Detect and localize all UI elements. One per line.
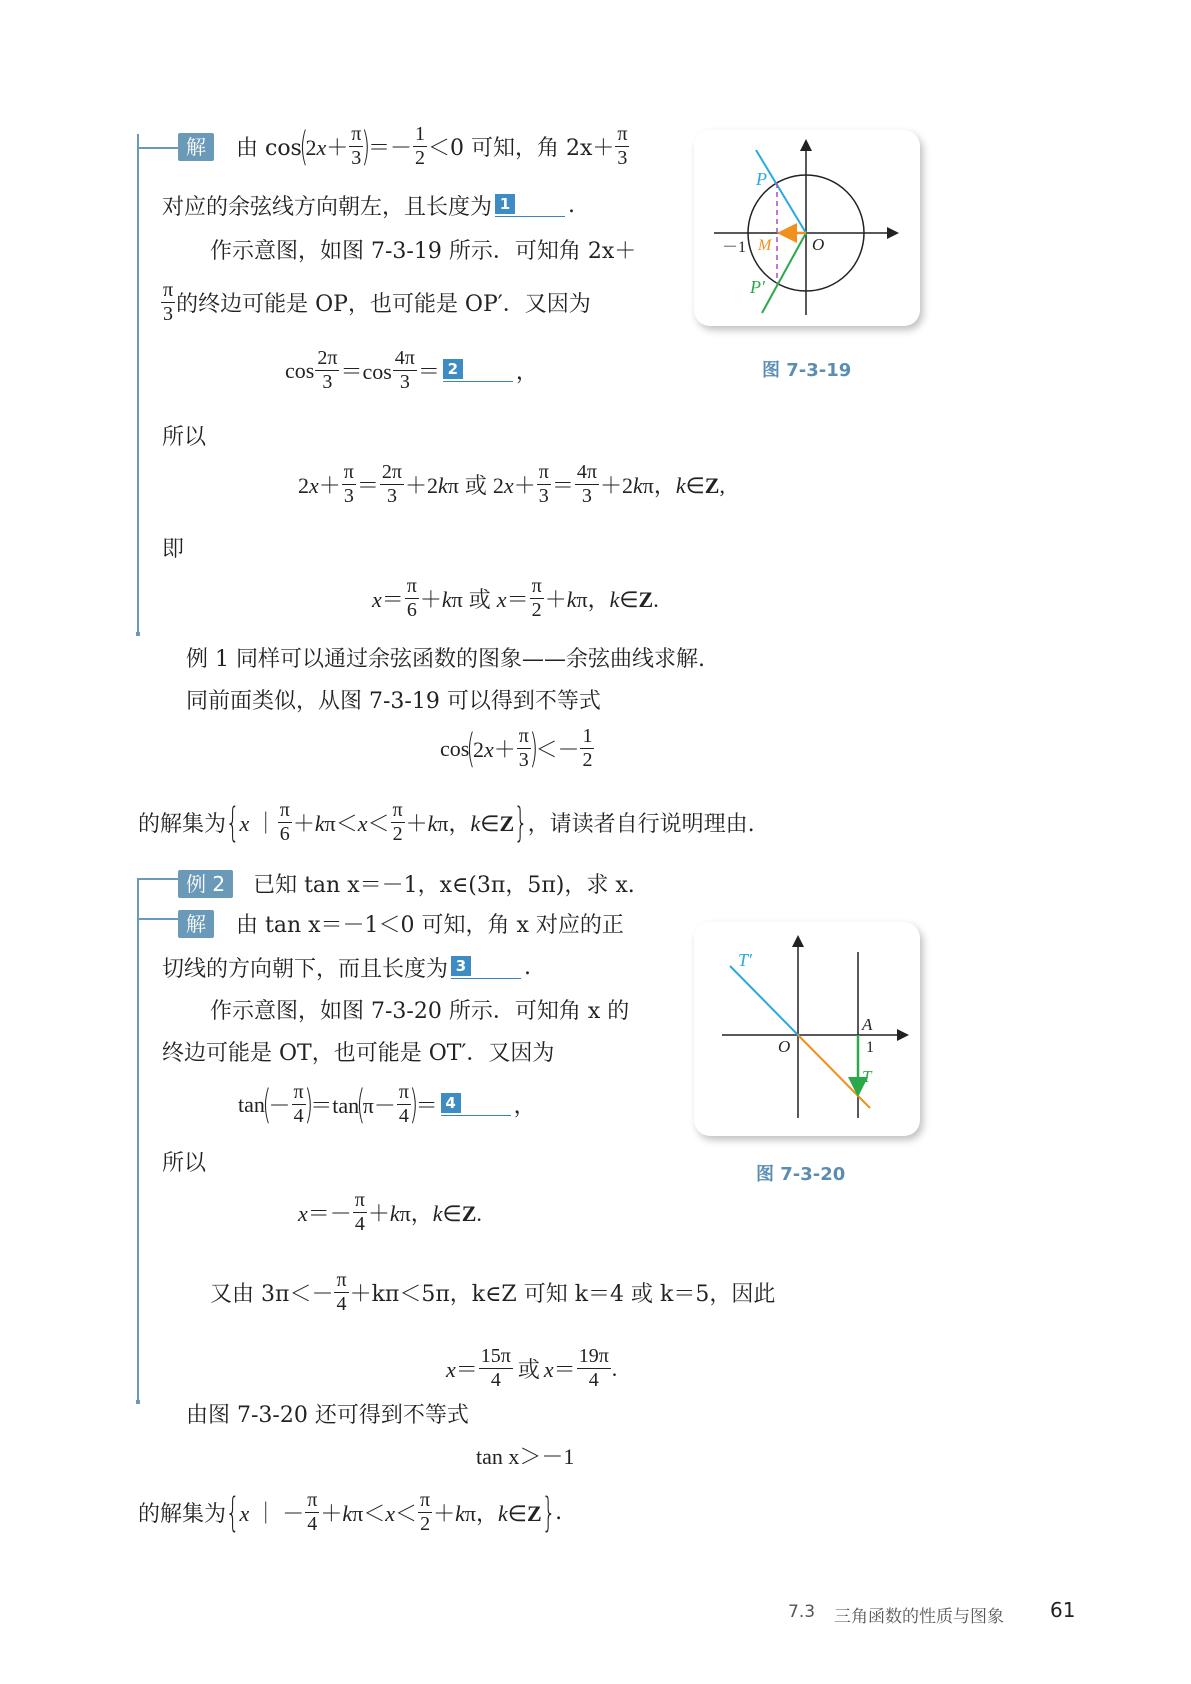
text: ＜0 可知，角 2x＋ bbox=[427, 136, 615, 161]
footer-section: 7.3 bbox=[788, 1602, 816, 1622]
fill-blank-1[interactable]: 1 bbox=[495, 194, 565, 217]
solution2-tick bbox=[137, 918, 179, 920]
figure-7-3-20 bbox=[694, 922, 920, 1136]
eq-tan: ＝tan bbox=[310, 1093, 360, 1118]
comma: ， bbox=[515, 359, 538, 384]
solution-tag: 解 bbox=[178, 910, 214, 938]
equals: ＝ bbox=[415, 1093, 438, 1118]
solution2-line3: 作示意图，如图 7-3-20 所示．可知角 x 的 bbox=[210, 999, 630, 1024]
text: 已知 tan x＝－1，x∈(3π，5π)，求 x. bbox=[253, 873, 635, 898]
lhs: x＝ bbox=[372, 587, 404, 612]
paren-open: ( bbox=[356, 1081, 366, 1128]
lt: ＜－ bbox=[535, 737, 580, 762]
para1-line1: 例 1 同样可以通过余弦函数的图象——余弦曲线求解. bbox=[186, 647, 705, 672]
example2-side-bar bbox=[137, 878, 139, 1400]
text-or: 或 bbox=[464, 473, 487, 498]
set: x ｜ － bbox=[239, 1501, 305, 1526]
equals: ＝ bbox=[417, 359, 440, 384]
suoyi-2: 所以 bbox=[162, 1151, 207, 1176]
suoyi-1: 所以 bbox=[162, 425, 207, 450]
set: x ｜ bbox=[239, 811, 277, 836]
tan: tan bbox=[238, 1091, 265, 1117]
text: ＝cos bbox=[340, 359, 392, 384]
inequality-cos bbox=[440, 726, 595, 771]
fraction-pi-2: $\frac{\pi}{2}$ bbox=[531, 575, 542, 621]
text: 切线的方向朝下，而且长度为 bbox=[162, 957, 449, 982]
text: 的终边可能是 OP，也可能是 OP′．又因为 bbox=[176, 292, 591, 317]
fraction-pi-3: $\frac{\pi}{3}$ bbox=[538, 461, 549, 507]
paren-open: ( bbox=[466, 725, 476, 772]
label-T-prime: T′ bbox=[738, 950, 752, 970]
text: 对应的余弦线方向朝左，且长度为 bbox=[162, 195, 493, 220]
paren-open: ( bbox=[299, 123, 308, 170]
fraction-pi-3: $\frac{\pi}{3}$ bbox=[343, 461, 354, 507]
para1-line3 bbox=[138, 800, 755, 845]
brace-close: } bbox=[541, 1489, 556, 1536]
lhs: 2x＋ bbox=[492, 473, 536, 498]
set: ＋kπ，k∈Z bbox=[433, 1501, 542, 1526]
fraction-2pi-3: $\frac{2\pi}{3}$ bbox=[381, 461, 403, 507]
label-M: M bbox=[758, 237, 772, 254]
solution1-line2 bbox=[162, 190, 575, 221]
term: ＋kπ，k∈Z. bbox=[544, 587, 659, 612]
fill-blank-2[interactable]: 2 bbox=[443, 359, 513, 382]
fraction-4pi-3: $\frac{4\pi}{3}$ bbox=[576, 461, 597, 507]
math-2x-plus: 2x＋ bbox=[305, 135, 349, 160]
label-T: T bbox=[862, 1067, 872, 1086]
solution2-line2 bbox=[162, 952, 531, 983]
period: . bbox=[611, 1355, 618, 1381]
fraction-pi-4: $\frac{\pi}{4}$ bbox=[307, 1489, 318, 1535]
text: ，请读者自行说明理由. bbox=[527, 812, 755, 837]
text: 的解集为 bbox=[138, 812, 227, 837]
text: ＋kπ＜5π，k∈Z 可知 k＝4 或 k＝5，因此 bbox=[349, 1282, 776, 1307]
paren-close: ) bbox=[304, 1081, 313, 1128]
term: ＋kπ，k∈Z. bbox=[367, 1201, 482, 1226]
lhs: x＝ bbox=[496, 587, 529, 612]
fraction-pi-3: $\frac{\pi}{3}$ bbox=[617, 123, 628, 169]
equation-tan bbox=[238, 1082, 536, 1127]
solution1-tick bbox=[137, 147, 179, 149]
text: 由 cos bbox=[236, 136, 302, 161]
text: ＝－ bbox=[367, 136, 412, 161]
label-one: 1 bbox=[866, 1039, 874, 1056]
label-P: P bbox=[756, 169, 767, 189]
para2-line1: 由图 7-3-20 还可得到不等式 bbox=[186, 1403, 469, 1428]
fraction-19pi-4: $\frac{19\pi}{4}$ bbox=[578, 1345, 609, 1391]
solution1-side-bar bbox=[137, 134, 139, 632]
set: ＋kπ，k∈Z bbox=[405, 811, 515, 836]
equation-cos bbox=[285, 348, 538, 393]
fraction-2pi-3: $\frac{2\pi}{3}$ bbox=[317, 347, 338, 393]
equation-x-tan bbox=[298, 1190, 482, 1235]
paren-close: ) bbox=[409, 1081, 419, 1128]
paren-open: ( bbox=[262, 1081, 271, 1128]
term: ＋2kπ bbox=[405, 473, 459, 498]
term: ＋kπ bbox=[419, 587, 463, 612]
solution-tag: 解 bbox=[178, 133, 214, 161]
solution2-line5 bbox=[210, 1270, 775, 1315]
example-tag: 例 2 bbox=[178, 870, 233, 898]
term: ＋2kπ，k∈Z, bbox=[599, 473, 725, 498]
fraction-pi-4: $\frac{\pi}{4}$ bbox=[293, 1081, 304, 1127]
equation-angle bbox=[298, 462, 725, 507]
label-neg1: －1 bbox=[722, 239, 747, 256]
fraction-pi-4: $\frac{\pi}{4}$ bbox=[336, 1269, 347, 1315]
brace-open: { bbox=[225, 799, 240, 846]
fraction-pi-6: $\frac{\pi}{6}$ bbox=[279, 799, 290, 845]
label-O: O bbox=[812, 235, 825, 254]
equation-final bbox=[446, 1346, 617, 1391]
fraction-1-2: $\frac{1}{2}$ bbox=[582, 725, 593, 771]
label-A: A bbox=[862, 1015, 873, 1034]
figure-7-3-19-caption: 图 7-3-19 bbox=[762, 360, 852, 381]
example2-tick bbox=[137, 878, 179, 880]
brace-close: } bbox=[513, 799, 528, 846]
fraction-pi-2: $\frac{\pi}{2}$ bbox=[420, 1489, 431, 1535]
lhs: x＝－ bbox=[298, 1201, 352, 1226]
solution1-line1 bbox=[178, 124, 630, 169]
comma: ， bbox=[513, 1093, 536, 1118]
fraction-pi-2: $\frac{\pi}{2}$ bbox=[392, 799, 403, 845]
lhs: x＝ bbox=[543, 1357, 576, 1382]
set: ＋kπ＜x＜ bbox=[292, 811, 390, 836]
solution2-line4: 终边可能是 OT，也可能是 OT′．又因为 bbox=[162, 1041, 555, 1066]
label-O: O bbox=[778, 1037, 791, 1056]
fraction-pi-4: $\frac{\pi}{4}$ bbox=[354, 1189, 365, 1235]
set: ＋kπ＜x＜ bbox=[320, 1501, 418, 1526]
fraction-pi-3: $\frac{\pi}{3}$ bbox=[351, 123, 362, 169]
text: 由 tan x＝－1＜0 可知，角 x 对应的正 bbox=[236, 913, 624, 938]
fraction-15pi-4: $\frac{15\pi}{4}$ bbox=[480, 1345, 511, 1391]
inequality-tan: tan x＞－1 bbox=[476, 1444, 575, 1469]
solution1-line3: 作示意图，如图 7-3-19 所示．可知角 2x＋ bbox=[210, 239, 637, 264]
example2-line bbox=[178, 868, 635, 899]
period: . bbox=[568, 193, 576, 218]
solution2-line1 bbox=[178, 908, 624, 939]
cos: cos bbox=[440, 735, 470, 761]
fraction-1-2: $\frac{1}{2}$ bbox=[414, 123, 425, 169]
ji: 即 bbox=[162, 537, 185, 562]
label-P-prime: P′ bbox=[750, 277, 765, 297]
equation-x bbox=[372, 576, 659, 621]
fill-blank-4[interactable]: 4 bbox=[441, 1093, 511, 1116]
pi-minus: π－ bbox=[362, 1093, 396, 1118]
text-or: 或 bbox=[468, 587, 491, 612]
arg: 2x＋ bbox=[472, 737, 516, 762]
eq: ＝ bbox=[551, 473, 574, 498]
solution1-line4 bbox=[160, 280, 591, 325]
para1-line2: 同前面类似，从图 7-3-19 可以得到不等式 bbox=[186, 689, 601, 714]
page-number: 61 bbox=[1050, 1598, 1076, 1622]
period: . bbox=[555, 1500, 563, 1525]
fill-blank-3[interactable]: 3 bbox=[451, 956, 521, 979]
minus: － bbox=[268, 1093, 291, 1118]
lhs: 2x＋ bbox=[298, 473, 341, 498]
tangent-line-diagram bbox=[694, 922, 920, 1136]
period: . bbox=[524, 955, 532, 980]
para2-line2 bbox=[138, 1490, 562, 1535]
text: 又由 3π＜－ bbox=[210, 1282, 334, 1307]
footer-title: 三角函数的性质与图象 bbox=[834, 1607, 1004, 1627]
brace-open: { bbox=[225, 1489, 240, 1536]
fraction-pi-4: $\frac{\pi}{4}$ bbox=[398, 1081, 409, 1127]
fraction-pi-6: $\frac{\pi}{6}$ bbox=[406, 575, 417, 621]
eq: ＝ bbox=[356, 473, 379, 498]
lhs: x＝ bbox=[446, 1357, 478, 1382]
paren-close: ) bbox=[529, 725, 538, 772]
cos: cos bbox=[285, 357, 315, 383]
fraction-pi-3: $\frac{\pi}{3}$ bbox=[163, 279, 174, 325]
unit-circle-diagram bbox=[694, 130, 920, 326]
fraction-4pi-3: $\frac{4\pi}{3}$ bbox=[394, 347, 415, 393]
paren-close: ) bbox=[361, 123, 371, 170]
figure-7-3-20-caption: 图 7-3-20 bbox=[756, 1164, 846, 1185]
text: 的解集为 bbox=[138, 1502, 227, 1527]
figure-7-3-19 bbox=[694, 130, 920, 326]
fraction-pi-3: $\frac{\pi}{3}$ bbox=[518, 725, 529, 771]
text-or: 或 bbox=[517, 1357, 540, 1382]
